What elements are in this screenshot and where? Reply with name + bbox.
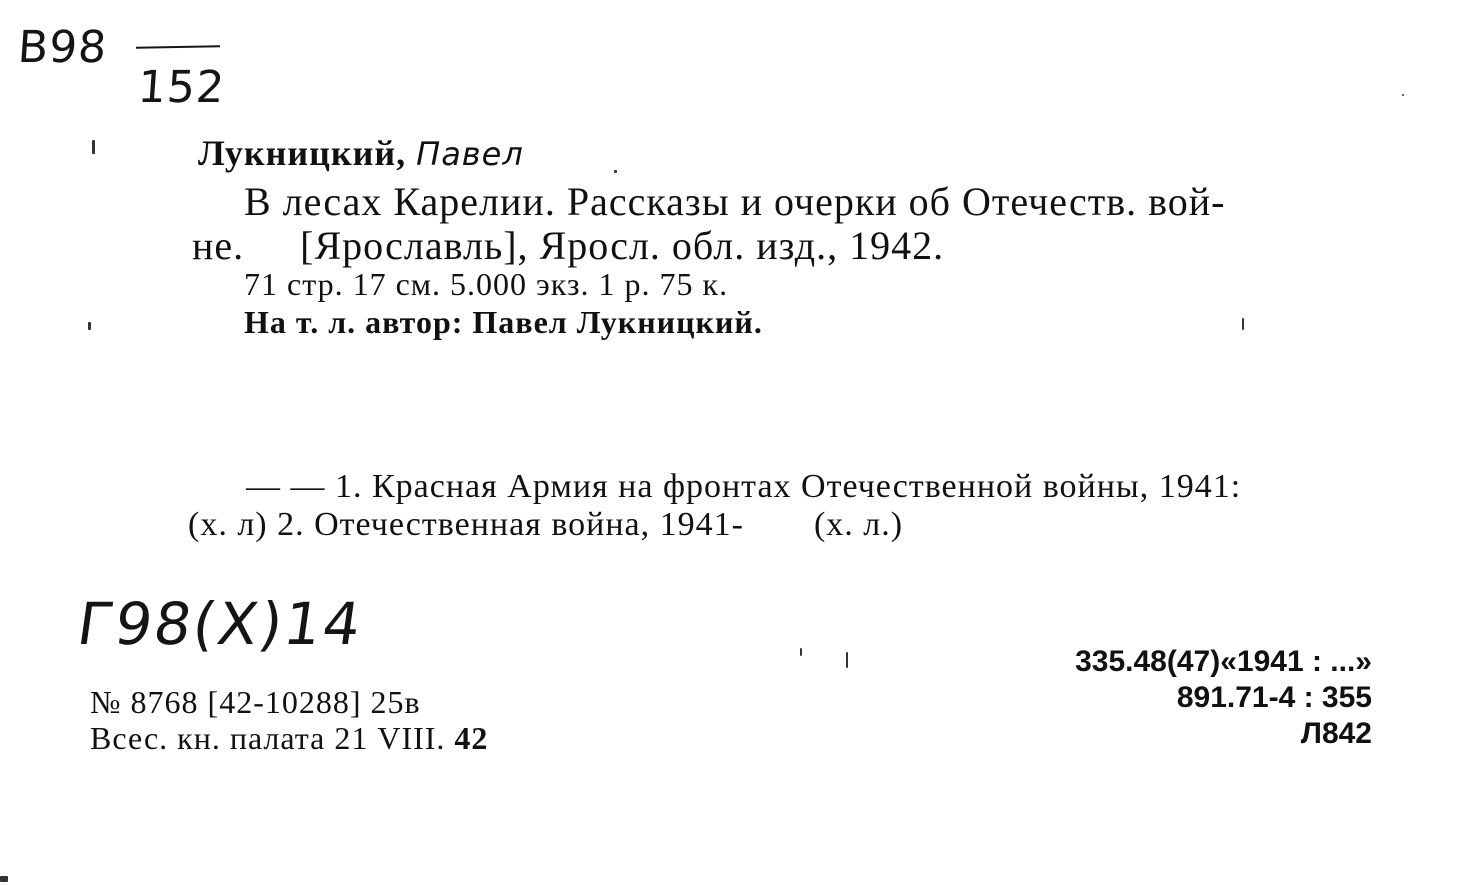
scan-speck — [1242, 318, 1244, 330]
author-surname: Лукницкий, — [198, 133, 407, 173]
author-heading — [198, 132, 524, 174]
fraction-line — [136, 45, 220, 48]
book-chamber-text: Всес. кн. палата 21 VIII. — [90, 720, 446, 756]
handwritten-shelf-mark: В98 — [16, 22, 109, 73]
author-handwritten-name: Павел — [416, 135, 524, 173]
udc-code: 335.48(47)«1941 : ...» — [1075, 645, 1372, 678]
scan-speck — [846, 652, 848, 668]
registration-number: № 8768 [42-10288] 25в — [90, 684, 421, 720]
title-line-2-start: не. — [192, 223, 245, 268]
handwritten-classification: Г98(Х)14 — [73, 590, 367, 658]
scan-speck — [614, 170, 617, 173]
title-line-2 — [192, 222, 944, 269]
title-page-note: На т. л. автор: Павел Лукницкий. — [244, 304, 763, 340]
scan-speck — [1402, 94, 1404, 96]
handwritten-shelf-denominator: 152 — [136, 62, 227, 113]
scan-speck — [92, 140, 95, 154]
book-chamber-line — [90, 720, 488, 757]
classification-codes — [1075, 644, 1372, 752]
literature-code: 891.71-4 : 355 — [1176, 681, 1372, 714]
subject-line-1: — — 1. Красная Армия на фронтах Отечественной войны, 1941: — [246, 468, 1242, 505]
scan-speck — [0, 876, 8, 882]
title-line-1: В лесах Карелии. Рассказы и очерки об Отечеств. вой- — [244, 179, 1226, 224]
subject-line-2 — [188, 506, 903, 544]
book-chamber-year: 42 — [454, 720, 489, 756]
subject-line-2-end: (х. л.) — [813, 506, 904, 543]
author-mark: Л842 — [1300, 717, 1372, 750]
imprint: [Ярославль], Яросл. обл. изд., 1942. — [300, 223, 945, 268]
handwritten-shelf-fraction — [128, 40, 227, 120]
scan-speck — [800, 648, 802, 656]
scan-speck — [88, 322, 91, 330]
physical-description: 71 стр. 17 см. 5.000 экз. 1 р. 75 к. — [244, 266, 729, 302]
subject-line-2-start: (х. л) 2. Отечественная война, 1941- — [188, 506, 744, 543]
